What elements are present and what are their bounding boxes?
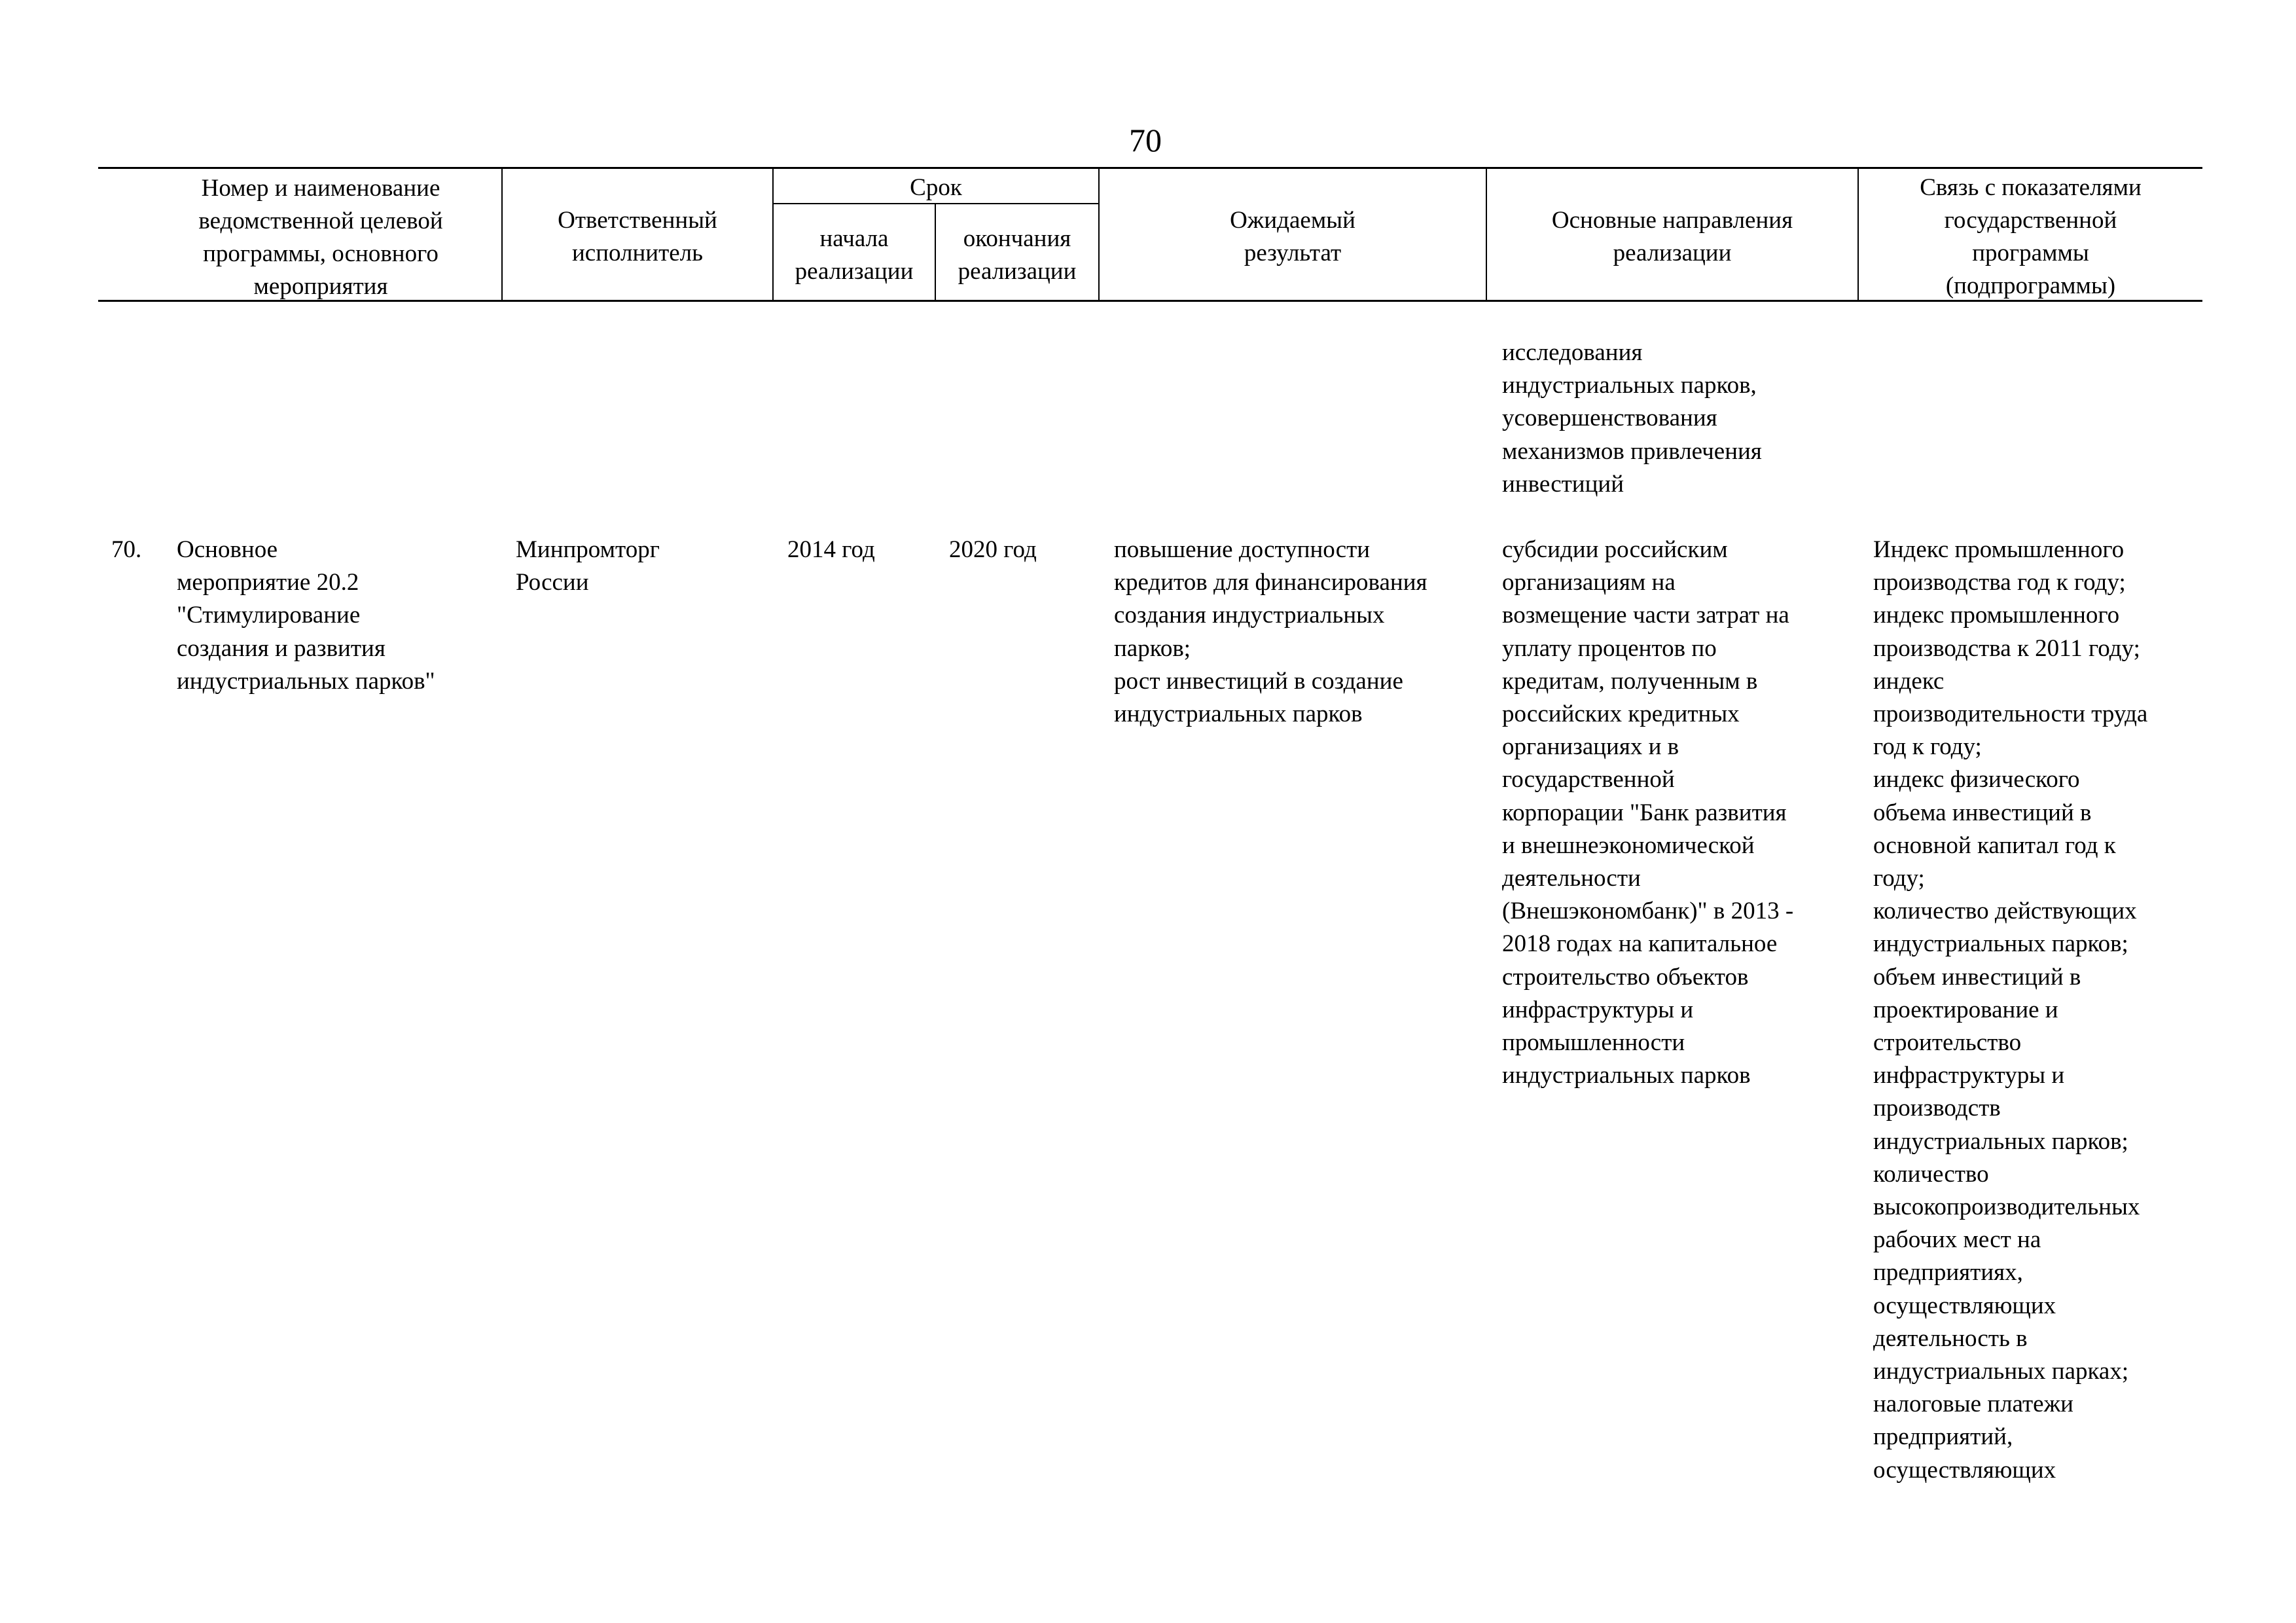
row-directions: субсидии российским организациям на возмещение части затрат на уплату процентов по кредитам, полученным в российских кредитных организациях и в государственной корпорации "Банк развития и внешнеэкономической деятельности (Внешэкономбанк)" в 2013 - 2018 годах на капитальное строительство объектов инфраструктуры и промышленности индустриальных парков bbox=[1502, 536, 1794, 1089]
header-directions: Основные направления реализации bbox=[1551, 207, 1793, 266]
row-indicators: Индекс промышленного производства год к году; индекс промышленного производства к 2011 году; индекс производительности труда год к году; индекс физического объема инвестиций в основной капитал год к году; количество действующих индустриальных парков; объем инвестиций в проектирование и строительство инфраструктуры и производств индустриальных парков; количество высокопроизводительных рабочих мест на предприятиях, осуществляющих деятельность в индустриальных парках; налоговые платежи предприятий, осуществляющих bbox=[1873, 536, 2148, 1484]
row-executor: Минпромторг России bbox=[516, 536, 660, 596]
header-end: окончания реализации bbox=[958, 225, 1077, 285]
header-program: Номер и наименование ведомственной целевой программы, основного мероприятия bbox=[198, 175, 443, 300]
header-period: Срок bbox=[910, 174, 962, 201]
row-end-year: 2020 год bbox=[949, 536, 1037, 563]
continuation-directions: исследования индустриальных парков, усовершенствования механизмов привлечения инвестиций bbox=[1502, 339, 1762, 498]
row-program-name: Основное мероприятие 20.2 "Стимулирование создания и развития индустриальных парков" bbox=[177, 536, 435, 695]
header-start: начала реализации bbox=[795, 225, 914, 285]
row-start-year: 2014 год bbox=[787, 536, 875, 563]
row-number: 70. bbox=[111, 536, 142, 563]
header-executor: Ответственный исполнитель bbox=[558, 207, 717, 266]
table-top-border bbox=[98, 167, 2202, 169]
header-indicators: Связь с показателями государственной программы (подпрограммы) bbox=[1920, 174, 2142, 299]
row-expected-result: повышение доступности кредитов для финансирования создания индустриальных парков; рост инвестиций в создание индустриальных парков bbox=[1114, 536, 1427, 728]
header-result: Ожидаемый результат bbox=[1230, 207, 1355, 266]
page-number: 70 bbox=[1129, 122, 1162, 158]
